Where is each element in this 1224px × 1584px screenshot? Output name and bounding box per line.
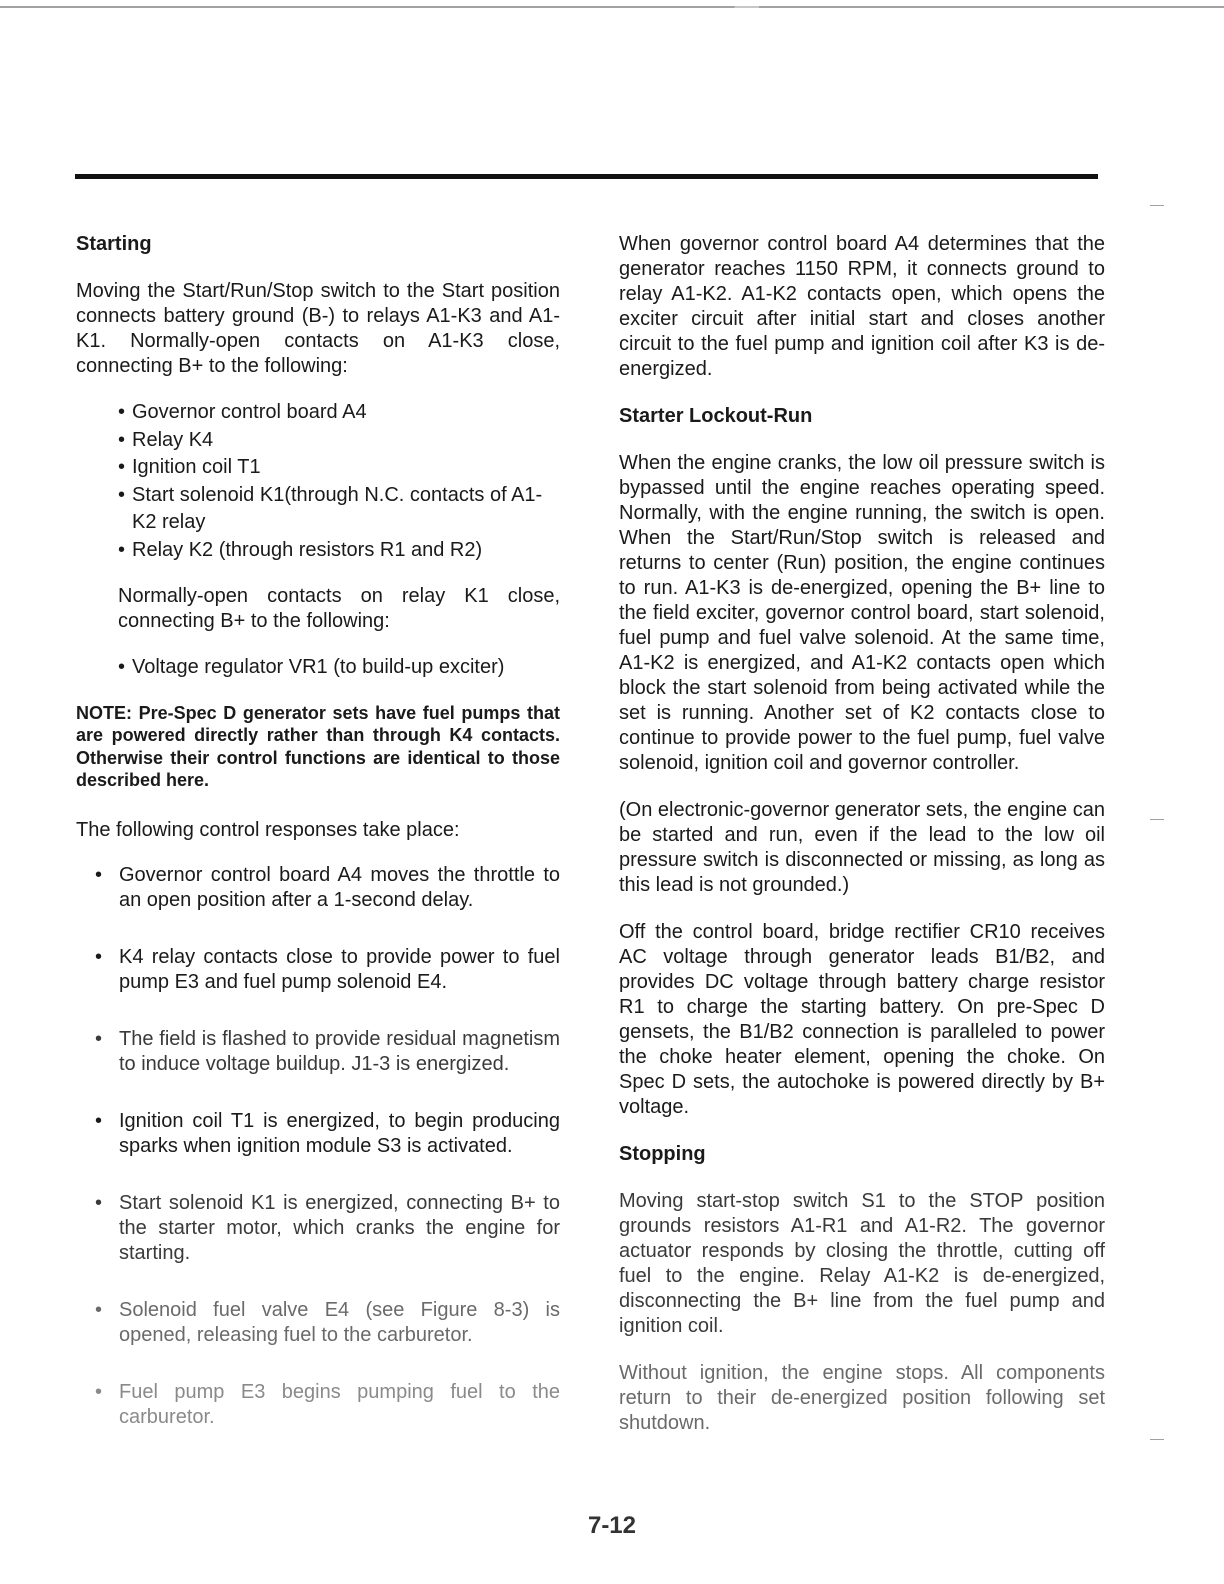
starting-intro: Moving the Start/Run/Stop switch to the Start position connects battery ground (B-) to relays A1-K3 and A1-K1. Normally-open contacts on A1-K3 close, connecting B+ to the following:: [76, 280, 560, 377]
list-item: • Ignition coil T1: [118, 454, 560, 482]
list-item: • Ignition coil T1 is energized, to begin producing sparks when ignition module S3 is activated.: [76, 1109, 560, 1159]
header-rule: [75, 174, 1098, 179]
list-item: • Governor control board A4: [118, 399, 560, 427]
list-item: • Solenoid fuel valve E4 (see Figure 8-3) is opened, releasing fuel to the carburetor.: [76, 1298, 560, 1348]
page-number: 7-12: [587, 1512, 637, 1539]
lockout-heading: Starter Lockout-Run: [619, 405, 813, 427]
list-item: • Fuel pump E3 begins pumping fuel to the carburetor.: [76, 1380, 560, 1430]
margin-mark: —: [1150, 1430, 1164, 1446]
responses-intro: The following control responses take place:: [76, 818, 460, 841]
list-item: • K4 relay contacts close to provide power to fuel pump E3 and fuel pump solenoid E4.: [76, 945, 560, 995]
list-item: • Start solenoid K1 is energized, connecting B+ to the starter motor, which cranks the engine for starting.: [76, 1191, 560, 1266]
stopping-heading: Stopping: [619, 1143, 706, 1165]
control-responses-list: [76, 863, 560, 1430]
starting-heading: Starting: [76, 233, 152, 255]
k1-connections-list: [118, 654, 560, 682]
rectifier-paragraph: Off the control board, bridge rectifier CR10 receives AC voltage through generator leads B1/B2, and provides DC voltage through battery charge resistor R1 to charge the starting battery. On pre-Spec D gensets, the B1/B2 connection is paralleled to power the choke heater element, opening the choke. On Spec D sets, the autochoke is powered directly by B+ voltage.: [619, 921, 1105, 1118]
list-item: • Start solenoid K1(through N.C. contacts of A1-K2 relay: [118, 482, 560, 537]
stopping-paragraph: Moving start-stop switch S1 to the STOP position grounds resistors A1-R1 and A1-R2. The governor actuator responds by closing the throttle, cutting off fuel to the engine. Relay A1-K2 is de-energized, disconnecting the B+ line from the fuel pump and ignition coil.: [619, 1190, 1105, 1337]
list-item: • Governor control board A4 moves the throttle to an open position after a 1-second delay.: [76, 863, 560, 913]
spec-d-note: NOTE: Pre-Spec D generator sets have fuel pumps that are powered directly rather than through K4 contacts. Otherwise their control functions are identical to those described here.: [76, 702, 560, 790]
scan-edge-line: [0, 6, 1224, 8]
margin-mark: —: [1150, 196, 1164, 212]
list-item: • Voltage regulator VR1 (to build-up exciter): [118, 654, 560, 682]
k3-connections-list: [118, 399, 560, 564]
shutdown-paragraph: Without ignition, the engine stops. All components return to their de-energized position following set shutdown.: [619, 1362, 1105, 1434]
lockout-paragraph: When the engine cranks, the low oil pressure switch is bypassed until the engine reaches operating speed. Normally, with the engine running, the switch is open. When the Start/Run/Stop switch is released and returns to center (Run) position, the engine continues to run. A1-K3 is de-energized, opening the B+ line to the field exciter, governor control board, start solenoid, fuel pump and fuel valve solenoid. At the same time, A1-K2 is energized, and A1-K2 contacts open which block the start solenoid from being activated while the set is running. Another set of K2 contacts close to continue to provide power to the fuel pump, fuel valve solenoid, ignition coil and governor controller.: [619, 452, 1105, 774]
k1-intro: Normally-open contacts on relay K1 close, connecting B+ to the following:: [118, 585, 560, 632]
electronic-governor-paragraph: (On electronic-governor generator sets, the engine can be started and run, even if the lead to the low oil pressure switch is disconnected or missing, as long as this lead is not grounded.): [619, 799, 1105, 896]
list-item: • The field is flashed to provide residual magnetism to induce voltage buildup. J1-3 is energized.: [76, 1027, 560, 1077]
right-column: [619, 232, 1105, 1458]
left-column: [76, 232, 560, 1462]
governor-paragraph: When governor control board A4 determines that the generator reaches 1150 RPM, it connects ground to relay A1-K2. A1-K2 contacts open, which opens the exciter circuit after initial start and closes another circuit to the fuel pump and ignition coil after K3 is de-energized.: [619, 233, 1105, 380]
margin-mark: —: [1150, 810, 1164, 826]
list-item: • Relay K2 (through resistors R1 and R2): [118, 537, 560, 565]
list-item: • Relay K4: [118, 427, 560, 455]
